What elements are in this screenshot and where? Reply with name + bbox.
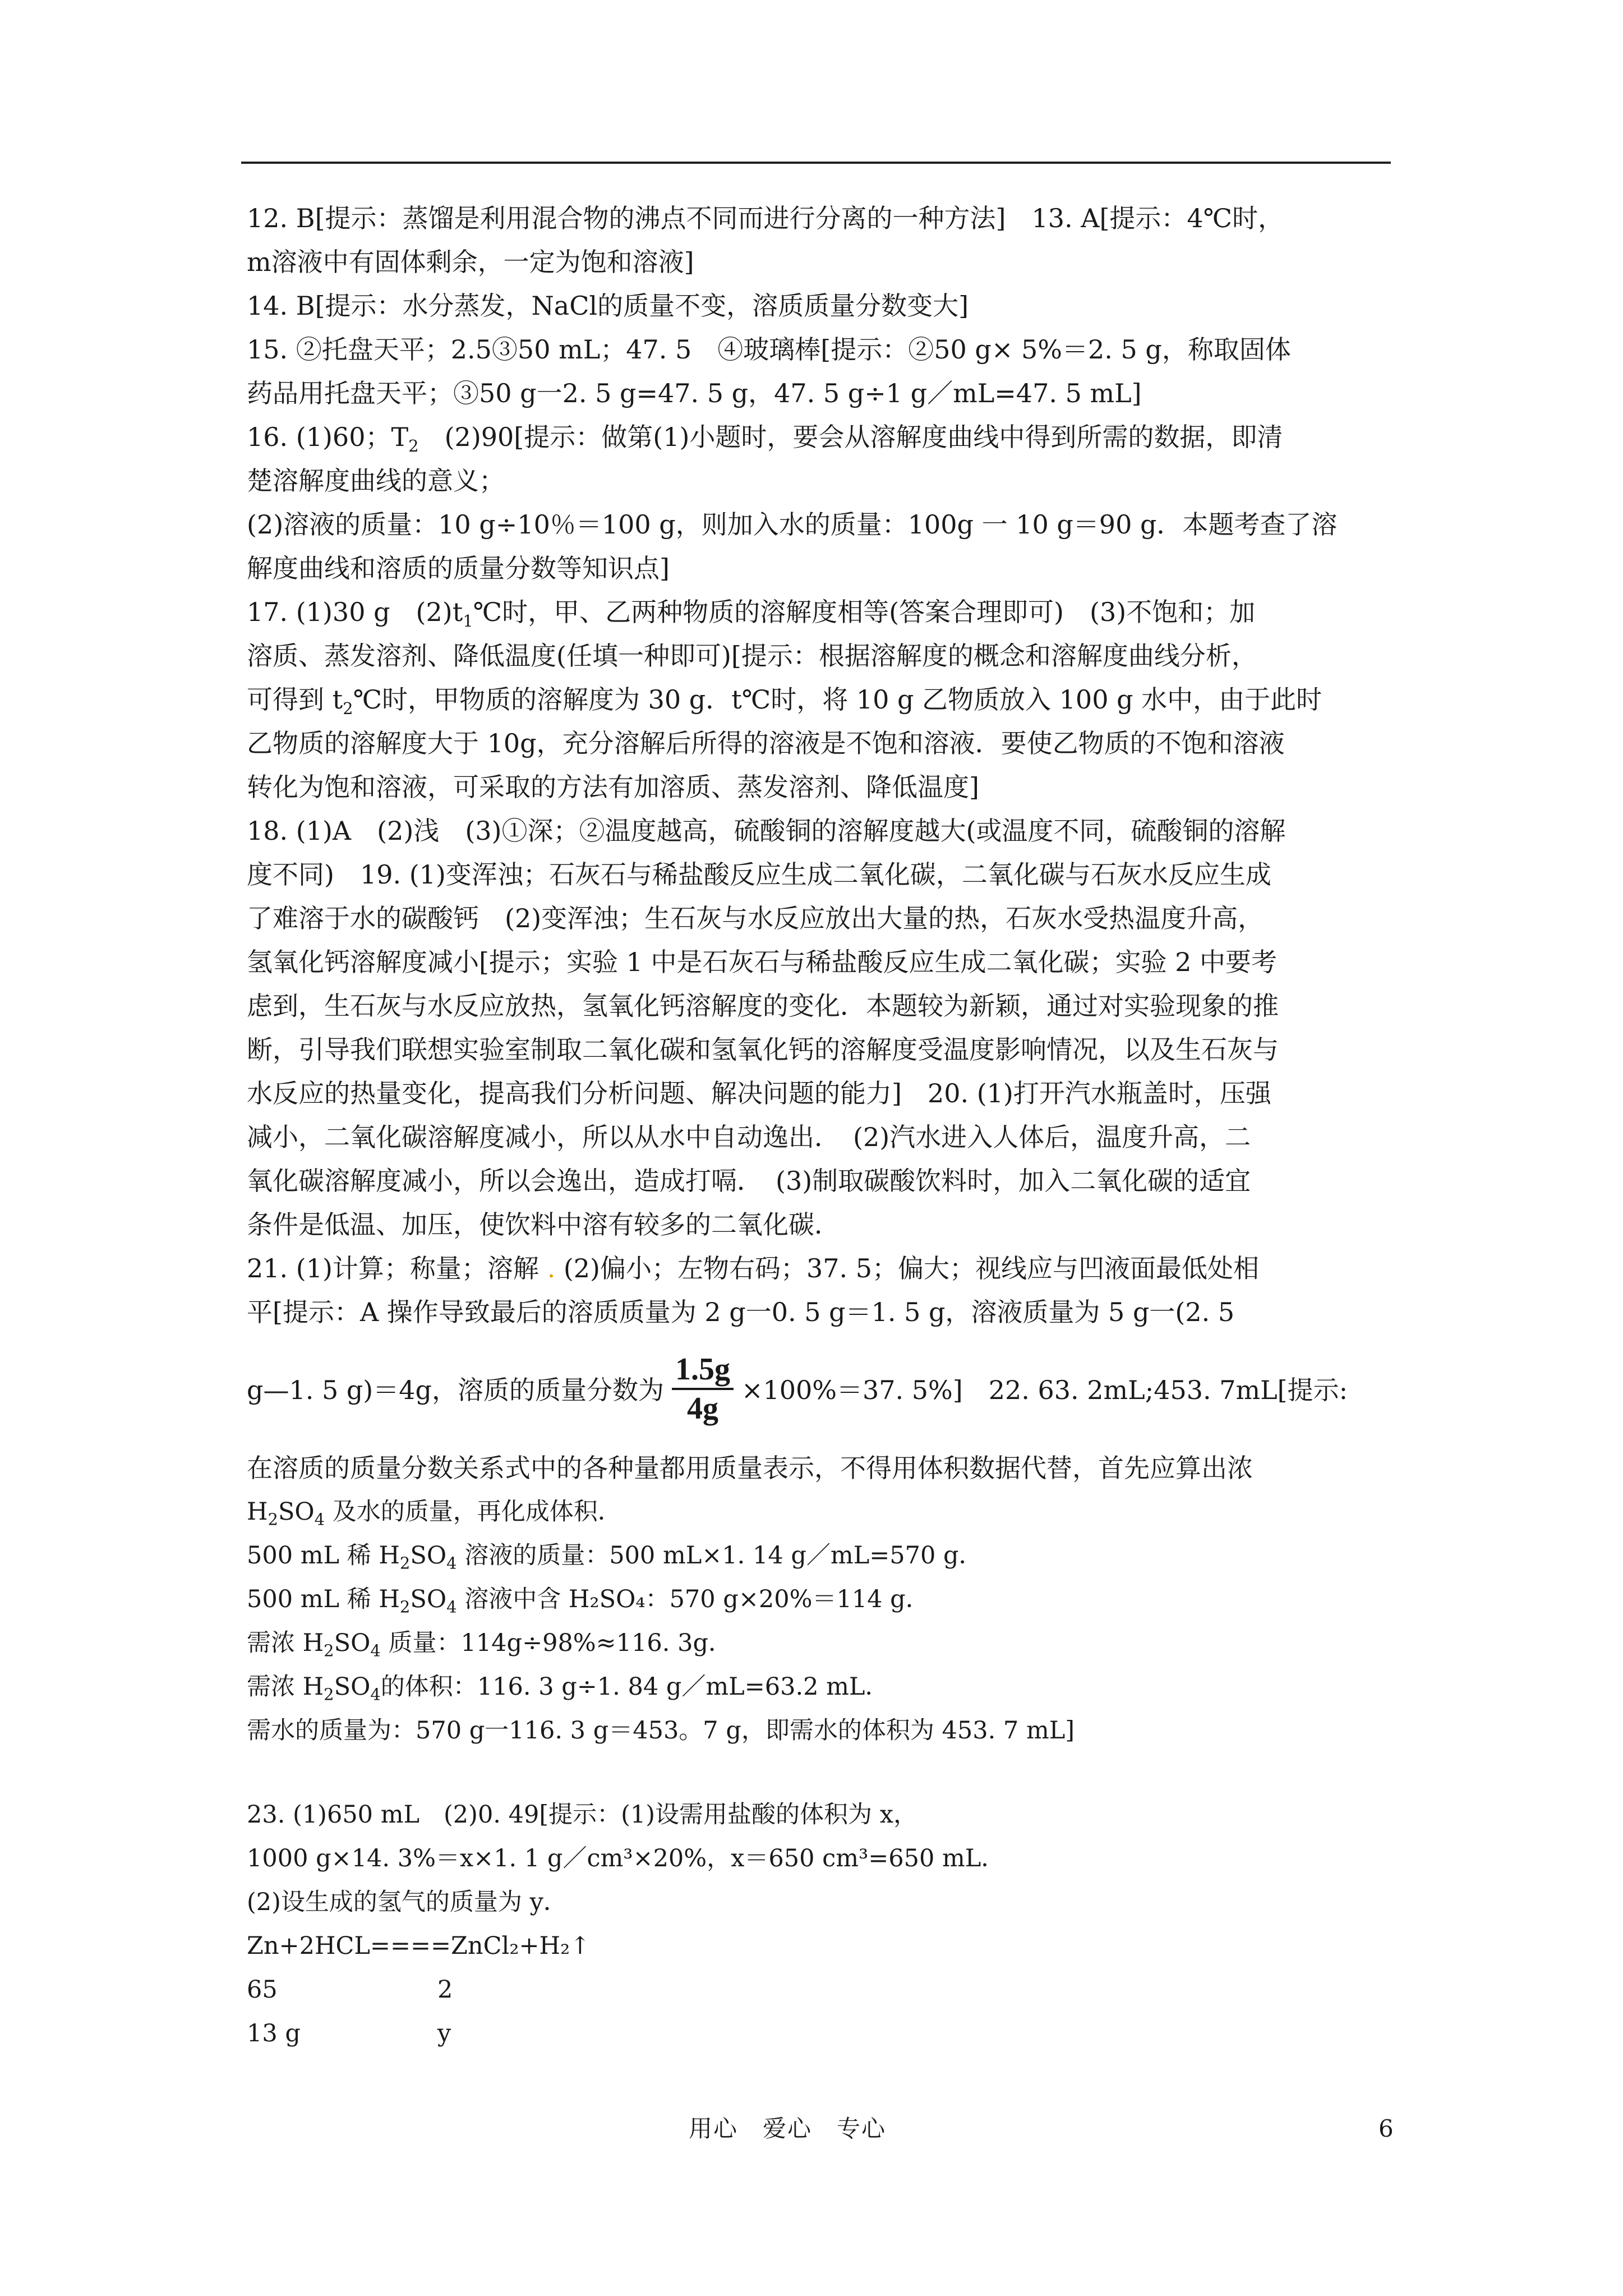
q16-rest: (2)90[提示：做第(1)小题时，要会从溶解度曲线中得到所需的数据，即清 <box>418 422 1283 452</box>
fraction-line-before: g—1. 5 g)＝4g，溶质的质量分数为 <box>247 1375 664 1405</box>
formula-part: 需浓 H <box>247 1629 324 1657</box>
text-line: 23. (1)650 mL (2)0. 49[提示：(1)设需用盐酸的体积为 x， <box>247 1801 917 1829</box>
formula-rest: 溶液的质量：500 mL×1. 14 g／mL=570 g． <box>457 1542 983 1570</box>
text-line <box>247 415 1391 459</box>
text-line <box>247 1490 1391 1534</box>
footer-motto: 用心 爱心 专心 <box>689 2115 887 2142</box>
ratio-right: 2 <box>437 1976 453 2004</box>
ratio-row <box>247 1968 1391 2012</box>
subscript: 2 <box>324 1641 334 1660</box>
fraction <box>672 1351 734 1427</box>
text-line: 在溶质的质量分数关系式中的各种量都用质量表示，不得用体积数据代替，首先应算出浓 <box>247 1453 1253 1483</box>
text-line: 楚溶解度曲线的意义； <box>247 466 505 496</box>
subscript: 4 <box>370 1641 381 1660</box>
q21-start: 21. (1)计算；称量；溶解 <box>247 1253 539 1283</box>
formula-part: 需浓 H <box>247 1673 324 1701</box>
fraction-numerator: 1.5g <box>672 1351 734 1390</box>
fraction-denominator: 4g <box>686 1391 718 1426</box>
text-line: 度不同) 19. (1)变浑浊；石灰石与稀盐酸反应生成二氧化碳，二氧化碳与石灰水反应生成 <box>247 859 1271 890</box>
subscript: 2 <box>399 1597 411 1617</box>
subscript: 2 <box>343 699 353 719</box>
page-number: 6 <box>1378 2115 1394 2142</box>
ratio-right: y <box>437 2019 451 2047</box>
fraction-line-after: ×100%＝37. 5%] 22. 63. 2mL;453. 7mL[提示: <box>741 1375 1348 1405</box>
subscript: 2 <box>268 1510 278 1529</box>
text-line: 氢氧化钙溶解度减小[提示；实验 1 中是石灰石与稀盐酸反应生成二氧化碳；实验 2 中要考 <box>247 947 1277 977</box>
text-line: 氧化碳溶解度减小，所以会逸出，造成打嗝． (3)制取碳酸饮料时，加入二氧化碳的适宜 <box>247 1166 1251 1196</box>
header-rule <box>241 162 1391 164</box>
text-line: 平[提示：A 操作导致最后的溶质质量为 2 g一0. 5 g＝1. 5 g，溶液质量为 5 g一(2. 5 <box>247 1297 1235 1327</box>
formula-rest: 质量：114g÷98%≈116. 3g． <box>380 1629 732 1657</box>
text-line: 转化为饱和溶液，可采取的方法有加溶质、蒸发溶剂、降低温度] <box>247 772 979 802</box>
q17-start: 17. (1)30 g (2)t <box>247 597 463 627</box>
subscript: 2 <box>408 436 419 456</box>
text-line: 12. B[提示：蒸馏是利用混合物的沸点不同而进行分离的一种方法] 13. A[提示：4℃时， <box>247 203 1284 233</box>
text-line <box>247 1246 1391 1290</box>
text-line: 需水的质量为：570 g一116. 3 g＝453。7 g，即需水的体积为 453. 7 mL] <box>247 1717 1075 1745</box>
text-line: 14. B[提示：水分蒸发，NaCl的质量不变，溶质质量分数变大] <box>247 291 969 321</box>
page-footer <box>0 2112 1623 2146</box>
text-line: 1000 g×14. 3%＝x×1. 1 g／cm³×20%，x＝650 cm³=650 mL． <box>247 1844 1006 1872</box>
equation-line: Zn+2HCL====ZnCl₂+H₂↑ <box>247 1932 591 1960</box>
formula-part: SO <box>410 1585 447 1613</box>
subscript: 2 <box>399 1553 411 1573</box>
formula-part: 500 mL 稀 H <box>247 1542 400 1570</box>
ratio-left: 65 <box>247 1976 278 2004</box>
subscript: 1 <box>463 611 473 631</box>
ratio-row <box>247 2012 1391 2055</box>
text-line: m溶液中有固体剩余，一定为饱和溶液] <box>247 247 694 277</box>
q17-line3-start: 可得到 t <box>247 684 343 715</box>
formula-part: SO <box>334 1673 371 1701</box>
formula-part: 500 mL 稀 H <box>247 1585 400 1613</box>
formula-part: H <box>247 1498 268 1526</box>
ratio-left: 13 g <box>247 2019 301 2047</box>
formula-rest: 及水的质量，再化成体积． <box>325 1498 622 1526</box>
q16-start: 16. (1)60；T <box>247 422 409 452</box>
text-line: 减小，二氧化碳溶解度减小，所以从水中自动逸出． (2)汽水进入人体后，温度升高，二 <box>247 1122 1251 1152</box>
text-line: 溶质、蒸发溶剂、降低温度(任填一种即可)[提示：根据溶解度的概念和溶解度曲线分析， <box>247 641 1257 671</box>
text-line <box>247 678 1391 721</box>
subscript: 4 <box>446 1597 457 1617</box>
subscript: 4 <box>314 1510 325 1529</box>
text-line: 条件是低温、加压，使饮料中溶有较多的二氧化碳． <box>247 1209 840 1240</box>
fraction-line <box>247 1334 1391 1446</box>
text-line: 解度曲线和溶质的质量分数等知识点] <box>247 553 670 583</box>
mark-dot: . <box>547 1253 556 1283</box>
formula-rest: 的体积：116. 3 g÷1. 84 g／mL=63.2 mL． <box>380 1673 889 1701</box>
subscript: 4 <box>446 1553 457 1573</box>
text-line: (2)溶液的质量：10 g÷10％＝100 g，则加入水的质量：100g 一 10 g＝90 g．本题考查了溶 <box>247 509 1338 540</box>
text-line: 15. ②托盘天平；2.5③50 mL；47. 5 ④玻璃棒[提示：②50 g× 5%＝2. 5 g，称取固体 <box>247 334 1291 365</box>
answer-text <box>247 196 1391 2055</box>
text-line <box>247 590 1391 634</box>
text-line: 药品用托盘天平；③50 g一2. 5 g=47. 5 g，47. 5 g÷1 g／mL=47. 5 mL] <box>247 378 1142 408</box>
q17-line3-rest: ℃时，甲物质的溶解度为 30 g．t℃时，将 10 g 乙物质放入 100 g 水中，由于此时 <box>353 684 1322 715</box>
q17-rest: ℃时，甲、乙两种物质的溶解度相等(答案合理即可) (3)不饱和；加 <box>473 597 1256 627</box>
text-line: 18. (1)A (2)浅 (3)①深；②温度越高，硫酸铜的溶解度越大(或温度不同，硫酸铜的溶解 <box>247 816 1286 846</box>
text-line: (2)设生成的氢气的质量为 y． <box>247 1888 568 1916</box>
text-line <box>247 1665 1391 1709</box>
formula-part: SO <box>334 1629 371 1657</box>
q21-rest: (2)偏小；左物右码；37. 5；偏大；视线应与凹液面最低处相 <box>563 1253 1260 1283</box>
text-line: 断，引导我们联想实验室制取二氧化碳和氢氧化钙的溶解度受温度影响情况，以及生石灰与 <box>247 1034 1279 1065</box>
text-line <box>247 1577 1391 1621</box>
formula-rest: 溶液中含 H₂SO₄：570 g×20%＝114 g． <box>457 1585 930 1613</box>
text-line <box>247 1621 1391 1665</box>
text-line: 了难溶于水的碳酸钙 (2)变浑浊；生石灰与水反应放出大量的热，石灰水受热温度升高， <box>247 903 1264 933</box>
text-line: 虑到，生石灰与水反应放热，氢氧化钙溶解度的变化．本题较为新颖，通过对实验现象的推 <box>247 991 1279 1021</box>
subscript: 2 <box>324 1685 334 1704</box>
text-line <box>247 1534 1391 1577</box>
subscript: 4 <box>370 1685 381 1704</box>
formula-part: SO <box>410 1542 447 1570</box>
text-line: 乙物质的溶解度大于 10g，充分溶解后所得的溶液是不饱和溶液．要使乙物质的不饱和溶液 <box>247 728 1285 758</box>
formula-part: SO <box>278 1498 315 1526</box>
text-line: 水反应的热量变化，提高我们分析问题、解决问题的能力] 20. (1)打开汽水瓶盖时，压强 <box>247 1078 1271 1108</box>
